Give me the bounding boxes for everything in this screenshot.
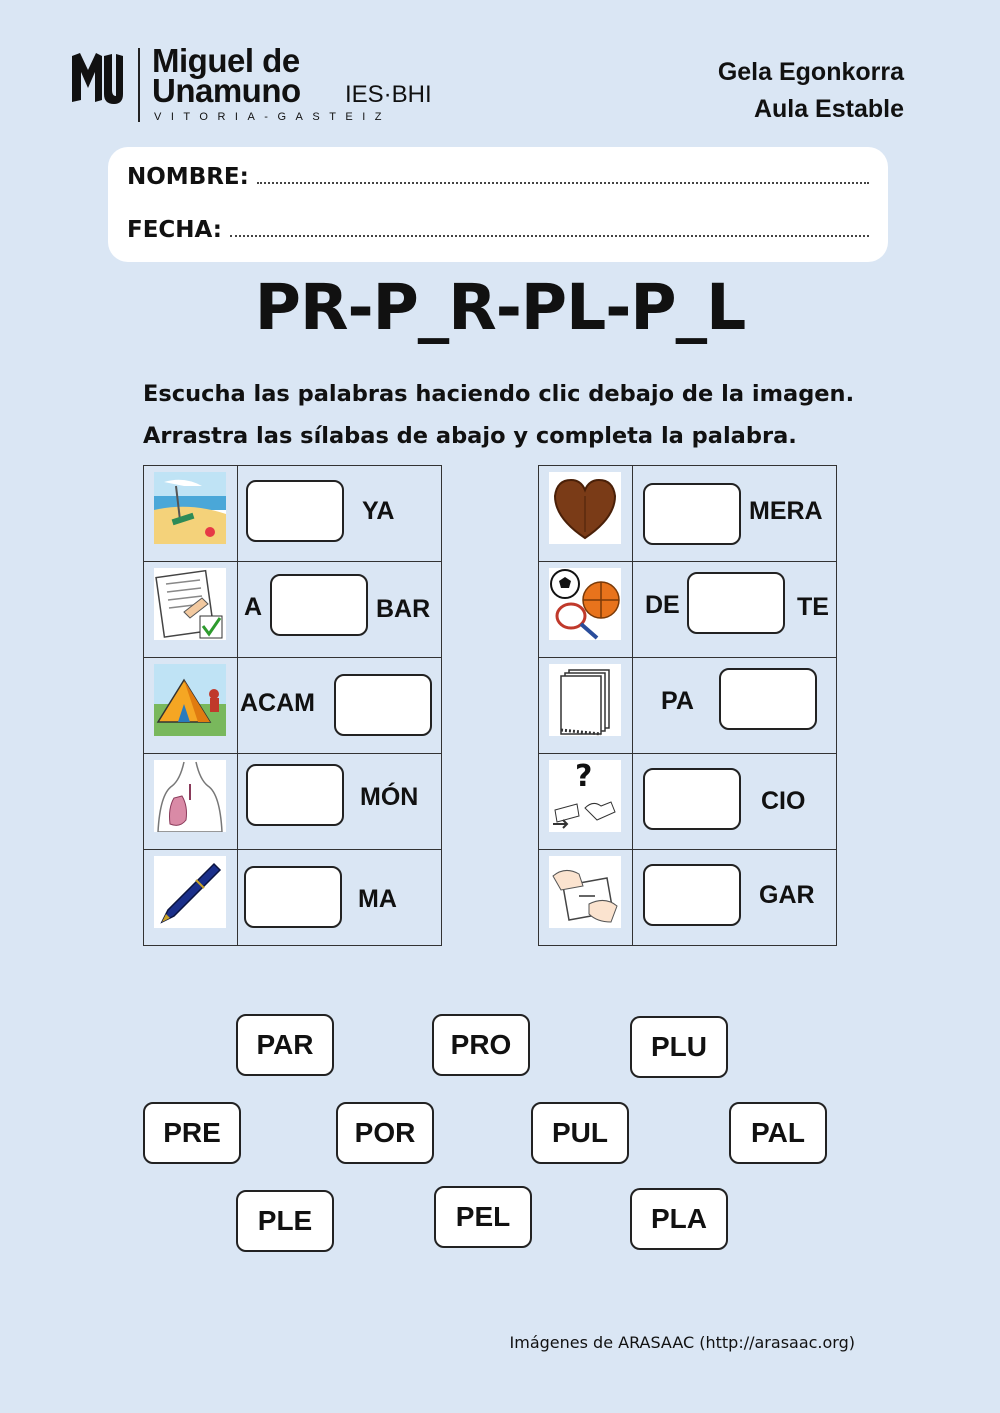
instruction-line: Arrastra las sílabas de abajo y completa la palabra. bbox=[143, 423, 797, 449]
word-after: MÓN bbox=[360, 783, 419, 811]
exercise-row bbox=[144, 466, 441, 561]
school-logo-icon bbox=[70, 50, 124, 106]
syllable-tile[interactable]: PEL bbox=[434, 1186, 532, 1248]
school-name: Miguel de Unamuno bbox=[152, 42, 301, 109]
instructions bbox=[143, 373, 854, 457]
school-city: VITORIA-GASTEIZ bbox=[154, 111, 392, 123]
syllable-tile[interactable]: PRO bbox=[432, 1014, 530, 1076]
page-title: PR-P_R-PL-P_L bbox=[254, 271, 746, 344]
syllable-tile[interactable]: PLE bbox=[236, 1190, 334, 1252]
exercise-row bbox=[144, 753, 441, 849]
word-after: GAR bbox=[759, 881, 815, 909]
answer-slot[interactable] bbox=[334, 674, 432, 736]
word-before: A bbox=[244, 593, 263, 621]
word-after: YA bbox=[362, 497, 395, 525]
date-label: FECHA: bbox=[127, 217, 222, 243]
heart-picture[interactable] bbox=[549, 472, 621, 544]
paper-picture[interactable] bbox=[549, 664, 621, 736]
class-label: Gela Egonkorra Aula Estable bbox=[717, 58, 904, 123]
exercise-row bbox=[144, 849, 441, 945]
word-before: ACAM bbox=[240, 689, 315, 717]
exercise-row bbox=[539, 849, 836, 945]
syllable-tile[interactable]: PUL bbox=[531, 1102, 629, 1164]
name-label: NOMBRE: bbox=[127, 164, 249, 190]
school-suffix: IES·BHI bbox=[345, 81, 432, 108]
answer-slot[interactable] bbox=[270, 574, 368, 636]
fold-picture[interactable] bbox=[549, 856, 621, 928]
answer-slot[interactable] bbox=[687, 572, 785, 634]
price-picture[interactable] bbox=[549, 760, 621, 832]
svg-text:?: ? bbox=[575, 760, 593, 794]
syllable-tile[interactable]: PAR bbox=[236, 1014, 334, 1076]
word-after: TE bbox=[797, 593, 829, 621]
syllable-tile[interactable]: PLA bbox=[630, 1188, 728, 1250]
pen-picture[interactable] bbox=[154, 856, 226, 928]
name-dotted-line[interactable] bbox=[257, 176, 869, 184]
answer-slot[interactable] bbox=[246, 480, 344, 542]
exercise-row bbox=[144, 657, 441, 753]
syllable-tile[interactable]: POR bbox=[336, 1102, 434, 1164]
date-field[interactable] bbox=[127, 217, 869, 243]
answer-slot[interactable] bbox=[244, 866, 342, 928]
answer-slot[interactable] bbox=[643, 768, 741, 830]
name-field[interactable] bbox=[127, 164, 869, 190]
exercise-row bbox=[539, 561, 836, 657]
signature-picture[interactable] bbox=[154, 568, 226, 640]
exercise-table-left bbox=[143, 465, 442, 946]
word-after: CIO bbox=[761, 787, 806, 815]
image-credit: Imágenes de ARASAAC (http://arasaac.org) bbox=[509, 1333, 855, 1352]
exercise-row bbox=[539, 753, 836, 849]
word-after: MA bbox=[358, 885, 397, 913]
instruction-line: Escucha las palabras haciendo clic debajo de la imagen. bbox=[143, 381, 855, 407]
camping-picture[interactable] bbox=[154, 664, 226, 736]
syllable-tile[interactable]: PRE bbox=[143, 1102, 241, 1164]
exercise-table-right bbox=[538, 465, 837, 946]
word-after: BAR bbox=[376, 595, 431, 623]
student-info-card bbox=[108, 147, 888, 262]
exercise-row bbox=[539, 657, 836, 753]
sports-picture[interactable] bbox=[549, 568, 621, 640]
word-after: MERA bbox=[749, 497, 823, 525]
answer-slot[interactable] bbox=[643, 483, 741, 545]
syllable-tile[interactable]: PAL bbox=[729, 1102, 827, 1164]
exercise-row bbox=[144, 561, 441, 657]
word-before: DE bbox=[645, 591, 680, 619]
beach-picture[interactable] bbox=[154, 472, 226, 544]
logo-divider bbox=[138, 48, 140, 122]
lung-picture[interactable] bbox=[154, 760, 226, 832]
date-dotted-line[interactable] bbox=[230, 229, 869, 237]
syllable-tile[interactable]: PLU bbox=[630, 1016, 728, 1078]
answer-slot[interactable] bbox=[719, 668, 817, 730]
word-before: PA bbox=[661, 687, 694, 715]
exercise-row bbox=[539, 466, 836, 561]
answer-slot[interactable] bbox=[246, 764, 344, 826]
answer-slot[interactable] bbox=[643, 864, 741, 926]
